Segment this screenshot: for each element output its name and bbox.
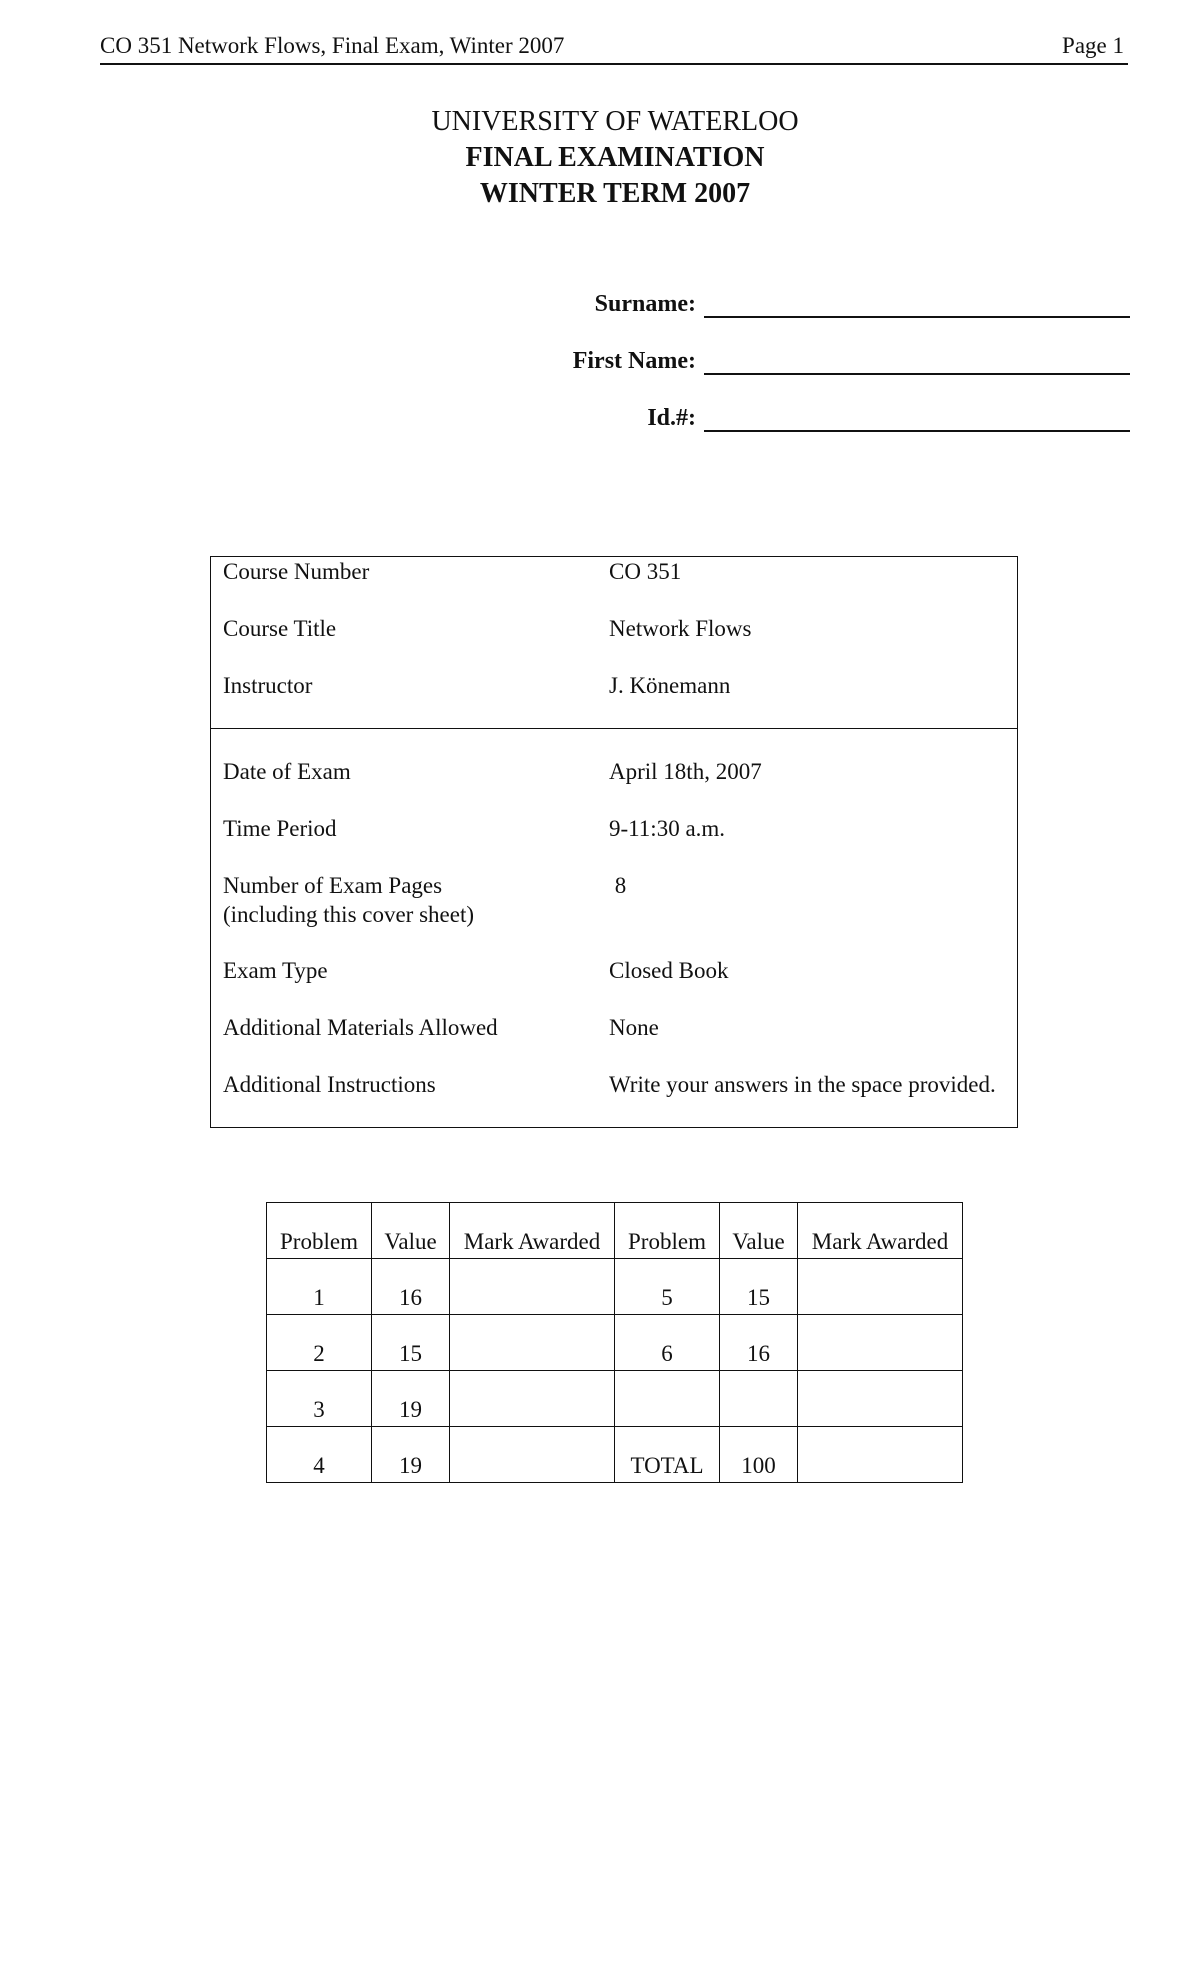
total-label-cell: TOTAL <box>615 1427 720 1483</box>
marks-table <box>266 1202 963 1483</box>
exam-term: WINTER TERM 2007 <box>479 178 751 209</box>
mark-cell[interactable] <box>450 1427 615 1483</box>
table-row <box>267 1371 963 1427</box>
instructor-value: J. Könemann <box>609 673 731 698</box>
time-period-label: Time Period <box>223 816 337 841</box>
value-cell: 19 <box>372 1427 450 1483</box>
id-number-row <box>460 402 1130 436</box>
total-mark-cell[interactable] <box>798 1427 963 1483</box>
value-cell: 16 <box>720 1315 798 1371</box>
course-number-label: Course Number <box>223 559 370 584</box>
surname-field[interactable] <box>704 316 1130 318</box>
header-problem-2: Problem <box>615 1203 720 1259</box>
exam-pages-value: 8 <box>609 873 627 898</box>
surname-row <box>460 288 1130 322</box>
exam-title: FINAL EXAMINATION <box>465 142 765 173</box>
exam-type-value: Closed Book <box>609 958 729 983</box>
value-cell: 16 <box>372 1259 450 1315</box>
exam-pages-label-line2: (including this cover sheet) <box>223 902 475 927</box>
course-title-value: Network Flows <box>609 616 752 641</box>
page-number: Page 1 <box>1062 33 1124 58</box>
time-period-value: 9-11:30 a.m. <box>609 816 726 841</box>
header-mark-awarded-2: Mark Awarded <box>798 1203 963 1259</box>
first-name-field[interactable] <box>704 373 1130 375</box>
value-cell: 15 <box>720 1259 798 1315</box>
title-block <box>300 104 930 212</box>
info-divider <box>211 728 1017 729</box>
value-cell: 15 <box>372 1315 450 1371</box>
header-rule <box>100 63 1128 65</box>
value-cell: 19 <box>372 1371 450 1427</box>
problem-cell: 2 <box>267 1315 372 1371</box>
marks-table-header <box>267 1203 963 1259</box>
problem-cell: 4 <box>267 1427 372 1483</box>
materials-label: Additional Materials Allowed <box>223 1015 498 1040</box>
materials-value: None <box>609 1015 659 1040</box>
mark-cell[interactable] <box>450 1371 615 1427</box>
mark-cell[interactable] <box>450 1259 615 1315</box>
id-number-field[interactable] <box>704 430 1130 432</box>
exam-info-box <box>210 556 1018 1128</box>
exam-type-label: Exam Type <box>223 958 328 983</box>
instructions-value: Write your answers in the space provided. <box>609 1072 996 1097</box>
first-name-row <box>460 345 1130 379</box>
header-problem: Problem <box>267 1203 372 1259</box>
problem-cell: 3 <box>267 1371 372 1427</box>
total-value-cell: 100 <box>720 1427 798 1483</box>
problem-cell: 5 <box>615 1259 720 1315</box>
header-mark-awarded: Mark Awarded <box>450 1203 615 1259</box>
exam-pages-label <box>223 871 474 929</box>
mark-cell[interactable] <box>798 1315 963 1371</box>
value-cell <box>720 1371 798 1427</box>
university-name: UNIVERSITY OF WATERLOO <box>431 106 799 137</box>
table-row <box>267 1315 963 1371</box>
table-row <box>267 1427 963 1483</box>
exam-pages-label-line1: Number of Exam Pages <box>223 873 443 898</box>
id-number-label: Id.#: <box>647 405 696 431</box>
problem-cell: 6 <box>615 1315 720 1371</box>
problem-cell: 1 <box>267 1259 372 1315</box>
header-value: Value <box>372 1203 450 1259</box>
course-number-value: CO 351 <box>609 559 682 584</box>
mark-cell[interactable] <box>798 1371 963 1427</box>
mark-cell[interactable] <box>450 1315 615 1371</box>
instructor-label: Instructor <box>223 673 313 698</box>
first-name-label: First Name: <box>572 348 696 374</box>
running-header-title: CO 351 Network Flows, Final Exam, Winter 2007 <box>100 33 565 58</box>
table-row <box>267 1259 963 1315</box>
course-title-label: Course Title <box>223 616 337 641</box>
exam-date-label: Date of Exam <box>223 759 351 784</box>
instructions-label: Additional Instructions <box>223 1072 436 1097</box>
mark-cell[interactable] <box>798 1259 963 1315</box>
header-value-2: Value <box>720 1203 798 1259</box>
exam-date-value: April 18th, 2007 <box>609 759 762 784</box>
problem-cell <box>615 1371 720 1427</box>
surname-label: Surname: <box>594 291 696 317</box>
